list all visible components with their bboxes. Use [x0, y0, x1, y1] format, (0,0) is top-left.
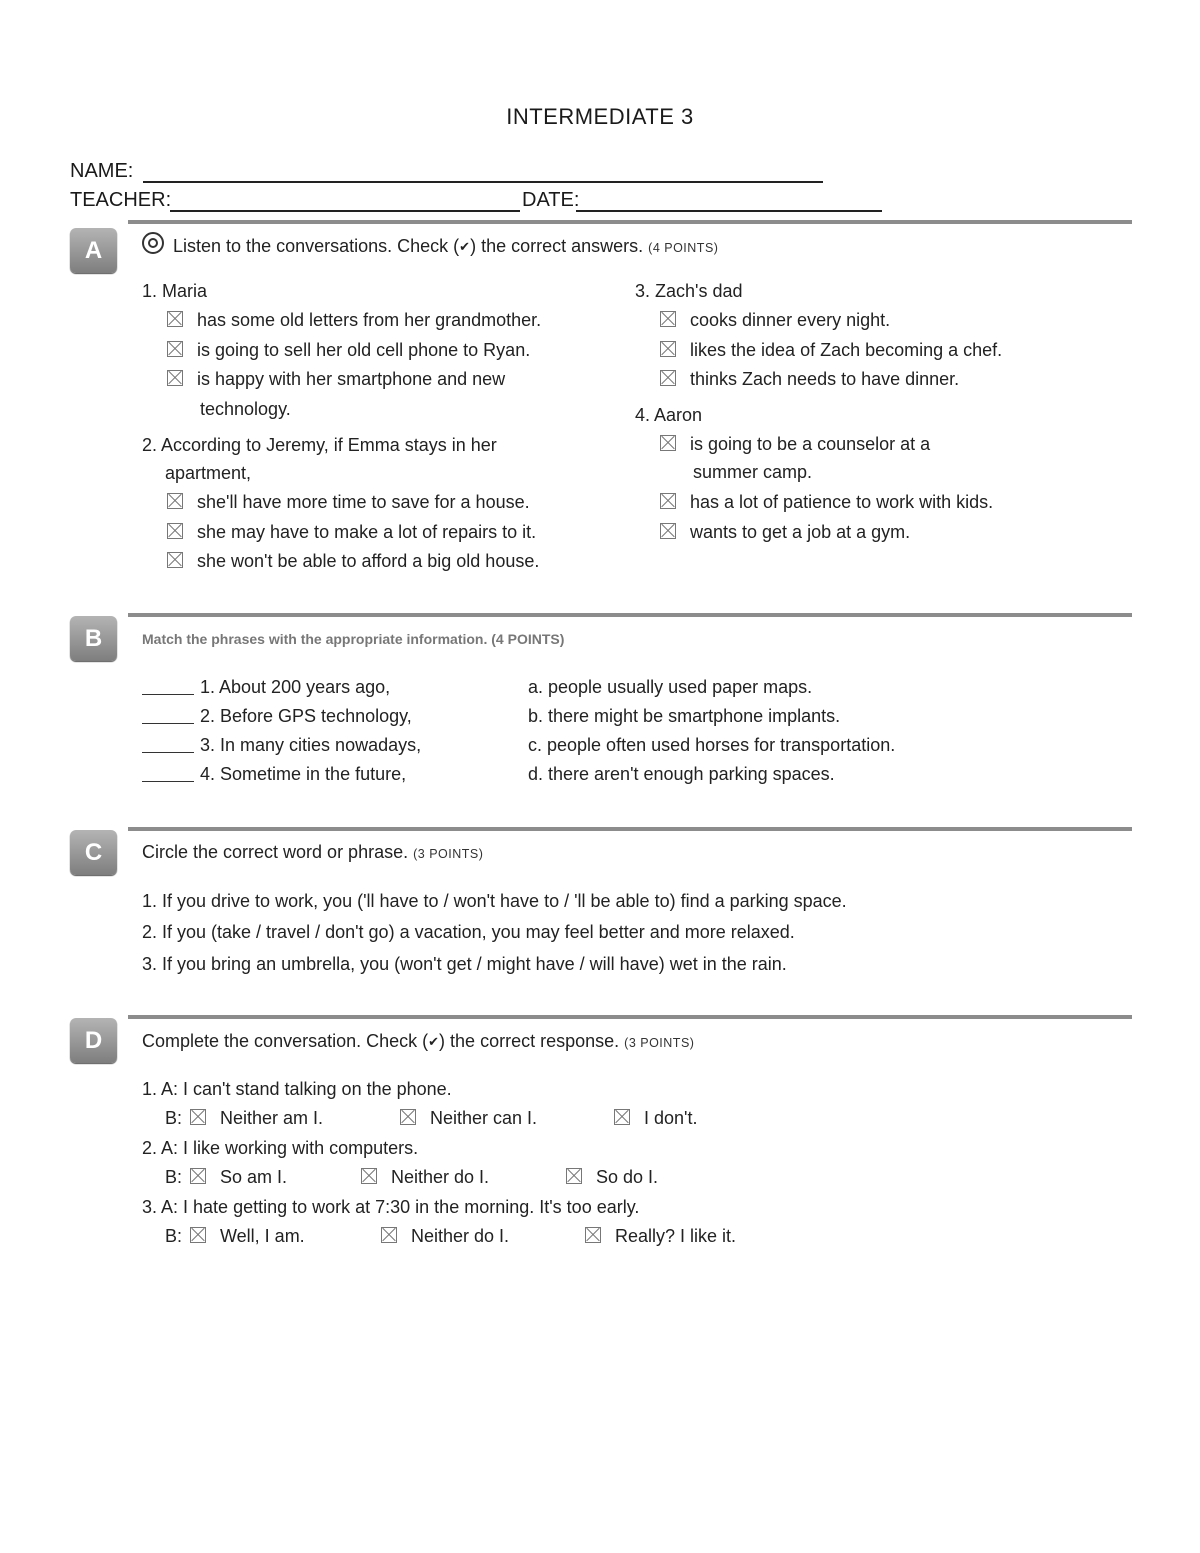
- option-a4-a[interactable]: is going to be a counselor at a: [660, 434, 930, 455]
- match-option-a: a. people usually used paper maps.: [528, 677, 813, 697]
- checkbox-icon[interactable]: [167, 552, 183, 568]
- checkbox-icon[interactable]: [660, 493, 676, 509]
- section-c-instruction: Circle the correct word or phrase. (3 POINTS): [142, 842, 484, 862]
- circle-item-2[interactable]: 2. If you (take / travel / don't go) a vacation, you may feel better and more relaxed.: [142, 922, 795, 942]
- response-2-b[interactable]: Neither do I.: [361, 1167, 489, 1188]
- checkbox-icon[interactable]: [660, 341, 676, 357]
- check-icon: ✔: [459, 239, 471, 254]
- response-1-c[interactable]: I don't.: [614, 1108, 697, 1129]
- circle-item-3[interactable]: 3. If you bring an umbrella, you (won't get / might have / will have) wet in the rain.: [142, 954, 787, 974]
- answer-blank[interactable]: [142, 765, 194, 782]
- response-2-a[interactable]: So am I.: [190, 1167, 287, 1188]
- match-row-2[interactable]: 2. Before GPS technology,: [142, 706, 412, 727]
- section-c-rule: [128, 827, 1132, 831]
- option-a3-c[interactable]: thinks Zach needs to have dinner.: [660, 369, 959, 390]
- conversation-2-a: 2. A: I like working with computers.: [142, 1138, 419, 1158]
- check-icon: ✔: [428, 1034, 440, 1049]
- section-c-badge: C: [70, 830, 117, 875]
- match-row-4[interactable]: 4. Sometime in the future,: [142, 764, 406, 785]
- teacher-label: TEACHER:: [70, 189, 172, 211]
- audio-cd-icon: [142, 232, 164, 254]
- section-a-badge: A: [70, 228, 117, 273]
- section-b-instruction: Match the phrases with the appropriate information. (4 POINTS): [142, 631, 565, 647]
- conversation-2-b-label: B:: [165, 1167, 183, 1187]
- checkbox-icon[interactable]: [566, 1168, 582, 1184]
- match-row-1[interactable]: 1. About 200 years ago,: [142, 677, 390, 698]
- checkbox-icon[interactable]: [167, 493, 183, 509]
- option-a1-c[interactable]: is happy with her smartphone and new: [167, 369, 505, 390]
- option-a2-b[interactable]: she may have to make a lot of repairs to it.: [167, 522, 536, 543]
- question-a3-label: 3. Zach's dad: [635, 281, 743, 301]
- checkbox-icon[interactable]: [190, 1109, 206, 1125]
- answer-blank[interactable]: [142, 678, 194, 695]
- option-a2-a[interactable]: she'll have more time to save for a house.: [167, 492, 530, 513]
- question-a2-label-cont: apartment,: [165, 463, 252, 483]
- match-option-c: c. people often used horses for transportation.: [528, 735, 896, 755]
- circle-item-1[interactable]: 1. If you drive to work, you ('ll have to / won't have to / 'll be able to) find a parking space.: [142, 891, 847, 911]
- checkbox-icon[interactable]: [400, 1109, 416, 1125]
- section-d-instruction: Complete the conversation. Check (✔) the correct response. (3 POINTS): [142, 1031, 695, 1051]
- response-1-b[interactable]: Neither can I.: [400, 1108, 537, 1129]
- option-a1-a[interactable]: has some old letters from her grandmother.: [167, 310, 541, 331]
- answer-blank[interactable]: [142, 736, 194, 753]
- checkbox-icon[interactable]: [190, 1227, 206, 1243]
- section-b-rule: [128, 613, 1132, 617]
- checkbox-icon[interactable]: [614, 1109, 630, 1125]
- checkbox-icon[interactable]: [190, 1168, 206, 1184]
- teacher-field[interactable]: [170, 210, 520, 212]
- conversation-3-b-label: B:: [165, 1226, 183, 1246]
- option-a4-c[interactable]: wants to get a job at a gym.: [660, 522, 910, 543]
- option-a1-b[interactable]: is going to sell her old cell phone to Ryan.: [167, 340, 530, 361]
- checkbox-icon[interactable]: [660, 435, 676, 451]
- checkbox-icon[interactable]: [167, 341, 183, 357]
- response-1-a[interactable]: Neither am I.: [190, 1108, 323, 1129]
- conversation-1-a: 1. A: I can't stand talking on the phone.: [142, 1079, 452, 1099]
- checkbox-icon[interactable]: [585, 1227, 601, 1243]
- checkbox-icon[interactable]: [361, 1168, 377, 1184]
- checkbox-icon[interactable]: [381, 1227, 397, 1243]
- option-a2-c[interactable]: she won't be able to afford a big old house.: [167, 551, 539, 572]
- option-a4-a-cont: summer camp.: [693, 462, 813, 482]
- response-3-b[interactable]: Neither do I.: [381, 1226, 509, 1247]
- option-a3-b[interactable]: likes the idea of Zach becoming a chef.: [660, 340, 1002, 361]
- conversation-1-b-label: B:: [165, 1108, 183, 1128]
- checkbox-icon[interactable]: [167, 370, 183, 386]
- response-3-a[interactable]: Well, I am.: [190, 1226, 305, 1247]
- response-3-c[interactable]: Really? I like it.: [585, 1226, 736, 1247]
- question-a1-label: 1. Maria: [142, 281, 208, 301]
- section-d-badge: D: [70, 1018, 117, 1063]
- checkbox-icon[interactable]: [167, 523, 183, 539]
- page-title: INTERMEDIATE 3: [506, 104, 694, 129]
- section-d-rule: [128, 1015, 1132, 1019]
- date-field[interactable]: [576, 210, 882, 212]
- match-option-b: b. there might be smartphone implants.: [528, 706, 841, 726]
- name-field[interactable]: [143, 181, 823, 183]
- question-a4-label: 4. Aaron: [635, 405, 703, 425]
- conversation-3-a: 3. A: I hate getting to work at 7:30 in the morning. It's too early.: [142, 1197, 640, 1217]
- checkbox-icon[interactable]: [660, 523, 676, 539]
- response-2-c[interactable]: So do I.: [566, 1167, 658, 1188]
- option-a3-a[interactable]: cooks dinner every night.: [660, 310, 890, 331]
- checkbox-icon[interactable]: [660, 370, 676, 386]
- option-a1-c-cont: technology.: [200, 399, 291, 419]
- date-label: DATE:: [522, 189, 580, 211]
- question-a2-label: 2. According to Jeremy, if Emma stays in her: [142, 435, 497, 455]
- match-option-d: d. there aren't enough parking spaces.: [528, 764, 835, 784]
- name-label: NAME:: [70, 160, 134, 182]
- section-a-rule: [128, 220, 1132, 224]
- section-b-badge: B: [70, 616, 117, 661]
- checkbox-icon[interactable]: [167, 311, 183, 327]
- checkbox-icon[interactable]: [660, 311, 676, 327]
- option-a4-b[interactable]: has a lot of patience to work with kids.: [660, 492, 993, 513]
- answer-blank[interactable]: [142, 707, 194, 724]
- section-a-instruction: Listen to the conversations. Check (✔) the correct answers. (4 POINTS): [142, 232, 718, 257]
- match-row-3[interactable]: 3. In many cities nowadays,: [142, 735, 421, 756]
